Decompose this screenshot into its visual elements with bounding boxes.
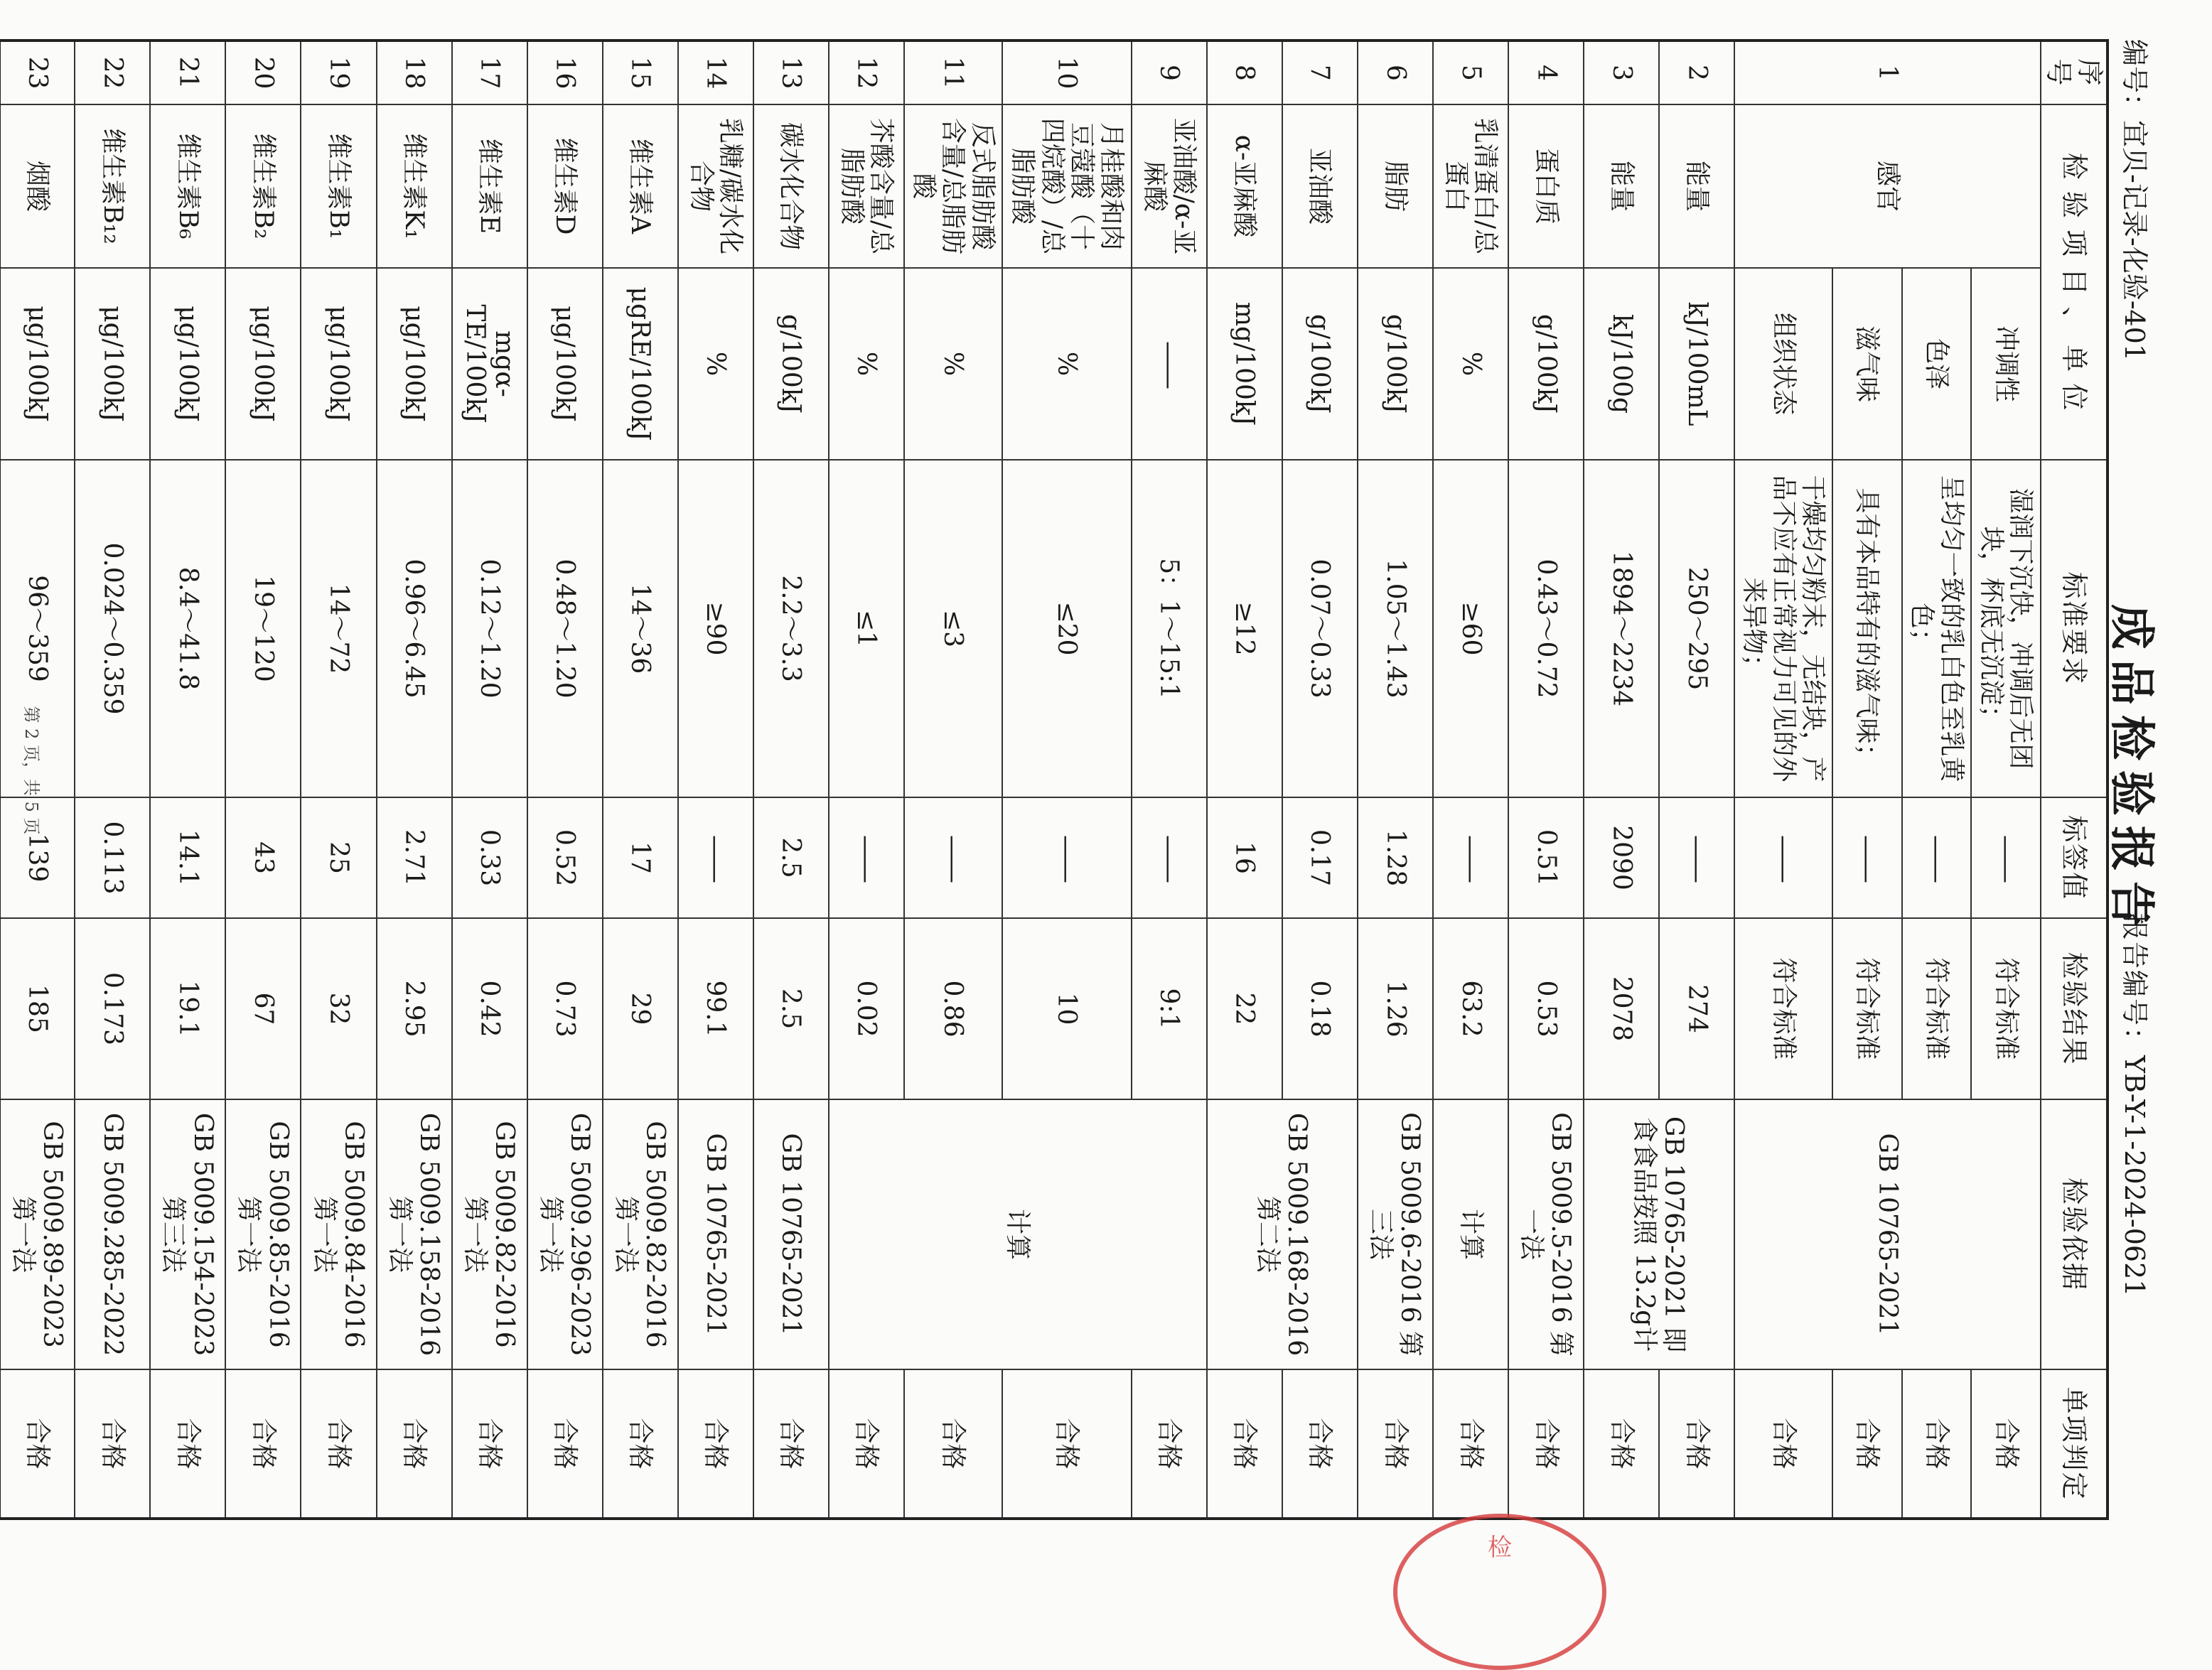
table-row — [377, 41, 452, 1519]
row-item: 碳水化合物 — [753, 104, 829, 268]
row-verdict: 合格 — [1832, 1369, 1902, 1519]
row-requirement: ≥90 — [678, 460, 753, 797]
row-result: 0.53 — [1508, 918, 1584, 1099]
row-subitem: 滋气味 — [1832, 268, 1902, 460]
row-label-value: —— — [1433, 797, 1508, 918]
row-verdict: 合格 — [1902, 1369, 1972, 1519]
row-unit: —— — [1132, 268, 1207, 460]
row-result: 2078 — [1584, 918, 1659, 1099]
row-requirement: ≤3 — [904, 460, 1002, 797]
row-verdict: 合格 — [527, 1369, 603, 1519]
row-result: 2.95 — [377, 918, 452, 1099]
row-requirement: 14～72 — [301, 460, 377, 797]
row-requirement: 湿润下沉快，冲调后无团块，杯底无沉淀； — [1971, 460, 2041, 797]
row-verdict: 合格 — [377, 1369, 452, 1519]
row-verdict: 合格 — [0, 1369, 75, 1519]
row-unit: kJ/100mL — [1659, 268, 1734, 460]
row-basis: GB 10765-2021 — [753, 1099, 829, 1369]
row-label-value: 2090 — [1584, 797, 1659, 918]
row-seq: 14 — [678, 41, 753, 104]
row-verdict: 合格 — [1002, 1369, 1132, 1519]
table-row — [603, 41, 678, 1519]
row-verdict: 合格 — [452, 1369, 527, 1519]
row-requirement: 1.05～1.43 — [1358, 460, 1433, 797]
row-result: 符合标准 — [1832, 918, 1902, 1099]
row-result: 符合标准 — [1902, 918, 1972, 1099]
row-basis: GB 5009.158-2016 第一法 — [377, 1099, 452, 1369]
row-seq: 20 — [225, 41, 301, 104]
row-item: 维生素A — [603, 104, 678, 268]
row-label-value: —— — [1002, 797, 1132, 918]
row-requirement: 0.024～0.359 — [75, 460, 150, 797]
row-verdict: 合格 — [678, 1369, 753, 1519]
row-unit: % — [904, 268, 1002, 460]
header-verdict: 单项判定 — [2041, 1369, 2108, 1519]
row-verdict: 合格 — [225, 1369, 301, 1519]
row-requirement: 具有本品特有的滋气味； — [1832, 460, 1902, 797]
row-label-value: 0.17 — [1282, 797, 1358, 918]
row-unit: g/100kJ — [753, 268, 829, 460]
row-verdict: 合格 — [829, 1369, 904, 1519]
row-basis: 计算 — [829, 1099, 1207, 1369]
row-basis: GB 5009.168-2016 第二法 — [1207, 1099, 1358, 1369]
row-seq: 19 — [301, 41, 377, 104]
row-result: 29 — [603, 918, 678, 1099]
row-basis: GB 5009.82-2016 第一法 — [452, 1099, 527, 1369]
row-basis: 计算 — [1433, 1099, 1508, 1369]
row-seq: 7 — [1282, 41, 1358, 104]
row-item: 脂肪 — [1358, 104, 1433, 268]
header-row — [2041, 41, 2108, 1519]
row-label-value: 2.71 — [377, 797, 452, 918]
row-item: 维生素B₁ — [301, 104, 377, 268]
row-seq: 5 — [1433, 41, 1508, 104]
record-code — [2117, 39, 2157, 361]
report-number-label: 报告编号： — [2119, 913, 2150, 1056]
row-verdict: 合格 — [1584, 1369, 1659, 1519]
row-seq: 2 — [1659, 41, 1734, 104]
row-verdict: 合格 — [753, 1369, 829, 1519]
row-requirement: ≤1 — [829, 460, 904, 797]
row-item: α-亚麻酸 — [1207, 104, 1282, 268]
row-item: 反式脂肪酸含量/总脂肪酸 — [904, 104, 1002, 268]
row-result: 32 — [301, 918, 377, 1099]
table-row — [1433, 41, 1508, 1519]
row-label-value: 1.28 — [1358, 797, 1433, 918]
row-label-value: 43 — [225, 797, 301, 918]
table-row — [1508, 41, 1584, 1519]
table-row — [1282, 41, 1358, 1519]
row-requirement: 0.96～6.45 — [377, 460, 452, 797]
row-result: 67 — [225, 918, 301, 1099]
row-unit: % — [1433, 268, 1508, 460]
row-item: 蛋白质 — [1508, 104, 1584, 268]
row-requirement: ≥12 — [1207, 460, 1282, 797]
row-result: 0.02 — [829, 918, 904, 1099]
row-requirement: 0.07～0.33 — [1282, 460, 1358, 797]
row-basis: GB 5009.84-2016 第一法 — [301, 1099, 377, 1369]
row-subitem: 冲调性 — [1971, 268, 2041, 460]
row-verdict: 合格 — [75, 1369, 150, 1519]
row-result: 2.5 — [753, 918, 829, 1099]
row-unit: μg/100kJ — [377, 268, 452, 460]
row-label-value: —— — [1832, 797, 1902, 918]
row-requirement: 1894～2234 — [1584, 460, 1659, 797]
row-label-value: 25 — [301, 797, 377, 918]
table-row — [1132, 41, 1207, 1519]
inspection-stamp — [1393, 1514, 1606, 1670]
inspection-table — [0, 39, 2109, 1520]
table-row — [75, 41, 150, 1519]
row-label-value: —— — [1659, 797, 1734, 918]
row-basis: GB 5009.6-2016 第三法 — [1358, 1099, 1433, 1369]
row-requirement: 0.43～0.72 — [1508, 460, 1584, 797]
row-item: 芥酸含量/总脂肪酸 — [829, 104, 904, 268]
record-code-label: 编号： — [2119, 39, 2150, 121]
row-item: 能量 — [1584, 104, 1659, 268]
row-result: 符合标准 — [1734, 918, 1832, 1099]
row-seq: 8 — [1207, 41, 1282, 104]
table-row — [527, 41, 603, 1519]
table-row — [1659, 41, 1734, 1519]
stamp-text: 检 — [1488, 1534, 1512, 1562]
row-label-value: —— — [678, 797, 753, 918]
row-label-value: 16 — [1207, 797, 1282, 918]
row-result: 0.42 — [452, 918, 527, 1099]
row-verdict: 合格 — [150, 1369, 225, 1519]
row-seq: 15 — [603, 41, 678, 104]
row-requirement: 2.2～3.3 — [753, 460, 829, 797]
row-item: 月桂酸和肉豆蔻酸（十四烷酸）/总脂肪酸 — [1002, 104, 1132, 268]
record-code-value: 宜贝-记录-化验-401 — [2119, 120, 2150, 362]
row-result: 0.86 — [904, 918, 1002, 1099]
row-unit: μg/100kJ — [527, 268, 603, 460]
row-result: 9:1 — [1132, 918, 1207, 1099]
header-result: 检验结果 — [2041, 918, 2108, 1099]
row-verdict: 合格 — [1433, 1369, 1508, 1519]
row-result: 符合标准 — [1971, 918, 2041, 1099]
row-label-value: 2.5 — [753, 797, 829, 918]
row-label-value: 0.52 — [527, 797, 603, 918]
row-requirement: 96～359 — [0, 460, 75, 797]
row-basis: GB 5009.285-2022 — [75, 1099, 150, 1369]
row-basis: GB 10765-2021 即食食品按照 13.2g计 — [1584, 1099, 1734, 1369]
row-label-value: —— — [829, 797, 904, 918]
row-seq: 9 — [1132, 41, 1207, 104]
header-seq: 序号 — [2041, 41, 2108, 104]
row-basis: GB 5009.82-2016 第一法 — [603, 1099, 678, 1369]
table-row — [225, 41, 301, 1519]
row-basis: GB 5009.154-2023 第三法 — [150, 1099, 225, 1369]
row-label-value: 139 — [0, 797, 75, 918]
row-item: 维生素B₆ — [150, 104, 225, 268]
row-basis: GB 5009.5-2016 第一法 — [1508, 1099, 1584, 1369]
row-unit: kJ/100g — [1584, 268, 1659, 460]
row-requirement: 8.4～41.8 — [150, 460, 225, 797]
row-requirement: 干燥均匀粉末，无结块，产品不应有正常视力可见的外来异物； — [1734, 460, 1832, 797]
row-label-value: —— — [1902, 797, 1972, 918]
row-result: 0.18 — [1282, 918, 1358, 1099]
row-item: 能量 — [1659, 104, 1734, 268]
row-item: 乳清蛋白/总蛋白 — [1433, 104, 1508, 268]
row-item: 亚油酸 — [1282, 104, 1358, 268]
row-seq: 12 — [829, 41, 904, 104]
row-result: 22 — [1207, 918, 1282, 1099]
row-verdict: 合格 — [1358, 1369, 1433, 1519]
row-unit: % — [829, 268, 904, 460]
row-requirement: 0.48～1.20 — [527, 460, 603, 797]
row-seq: 21 — [150, 41, 225, 104]
row-item: 维生素D — [527, 104, 603, 268]
table-row — [150, 41, 225, 1519]
table-row — [1971, 41, 2041, 1519]
header-requirement: 标准要求 — [2041, 460, 2108, 797]
row-seq: 1 — [1734, 41, 2041, 104]
row-result: 19.1 — [150, 918, 225, 1099]
row-requirement: ≥60 — [1433, 460, 1508, 797]
row-item: 维生素B₁₂ — [75, 104, 150, 268]
row-result: 274 — [1659, 918, 1734, 1099]
row-seq: 18 — [377, 41, 452, 104]
row-unit: g/100kJ — [1508, 268, 1584, 460]
row-result: 0.173 — [75, 918, 150, 1099]
row-requirement: 14～36 — [603, 460, 678, 797]
row-unit: % — [678, 268, 753, 460]
table-row — [301, 41, 377, 1519]
header-basis: 检验依据 — [2041, 1099, 2108, 1369]
row-requirement: ≤20 — [1002, 460, 1132, 797]
row-requirement: 呈均匀一致的乳白色至乳黄色； — [1902, 460, 1972, 797]
row-verdict: 合格 — [1508, 1369, 1584, 1519]
row-result: 0.73 — [527, 918, 603, 1099]
row-verdict: 合格 — [1971, 1369, 2041, 1519]
row-label-value: 0.51 — [1508, 797, 1584, 918]
row-unit: μgRE/100kJ — [603, 268, 678, 460]
page-number: 第 2 页，共 5 页 — [21, 706, 41, 835]
row-requirement: 19～120 — [225, 460, 301, 797]
row-result: 99.1 — [678, 918, 753, 1099]
row-result: 10 — [1002, 918, 1132, 1099]
row-label-value: 17 — [603, 797, 678, 918]
header-item: 检 验 项 目 、 单 位 — [2041, 104, 2108, 460]
report-title: 成品检验报告 — [2105, 604, 2158, 937]
row-item: 维生素E — [452, 104, 527, 268]
row-unit: μg/100kJ — [301, 268, 377, 460]
row-requirement: 0.12～1.20 — [452, 460, 527, 797]
row-unit: g/100kJ — [1358, 268, 1433, 460]
row-verdict: 合格 — [904, 1369, 1002, 1519]
row-unit: μg/100kJ — [75, 268, 150, 460]
row-unit: g/100kJ — [1282, 268, 1358, 460]
row-verdict: 合格 — [1659, 1369, 1734, 1519]
row-basis: GB 10765-2021 — [1734, 1099, 2041, 1369]
table-row — [452, 41, 527, 1519]
row-subitem: 色泽 — [1902, 268, 1972, 460]
row-unit: μg/100kJ — [150, 268, 225, 460]
row-item: 烟酸 — [0, 104, 75, 268]
row-item: 感官 — [1734, 104, 2041, 268]
row-label-value: 0.113 — [75, 797, 150, 918]
row-unit: μg/100kJ — [0, 268, 75, 460]
row-verdict: 合格 — [603, 1369, 678, 1519]
row-label-value: 0.33 — [452, 797, 527, 918]
row-item: 维生素B₂ — [225, 104, 301, 268]
row-label-value: —— — [904, 797, 1002, 918]
row-item: 亚油酸/α-亚麻酸 — [1132, 104, 1207, 268]
row-item: 维生素K₁ — [377, 104, 452, 268]
row-seq: 4 — [1508, 41, 1584, 104]
row-seq: 16 — [527, 41, 603, 104]
row-seq: 22 — [75, 41, 150, 104]
row-basis: GB 5009.296-2023 第一法 — [527, 1099, 603, 1369]
row-result: 185 — [0, 918, 75, 1099]
row-label-value: —— — [1132, 797, 1207, 918]
row-basis: GB 5009.85-2016 第一法 — [225, 1099, 301, 1369]
row-label-value: 14.1 — [150, 797, 225, 918]
report-number — [2117, 913, 2157, 1296]
row-seq: 6 — [1358, 41, 1433, 104]
row-label-value: —— — [1734, 797, 1832, 918]
row-seq: 3 — [1584, 41, 1659, 104]
row-result: 1.26 — [1358, 918, 1433, 1099]
row-verdict: 合格 — [1734, 1369, 1832, 1519]
row-unit: mgα-TE/100kJ — [452, 268, 527, 460]
row-item: 乳糖/碳水化合物 — [678, 104, 753, 268]
row-seq: 17 — [452, 41, 527, 104]
row-unit: % — [1002, 268, 1132, 460]
table-row — [1358, 41, 1433, 1519]
header-label-value: 标签值 — [2041, 797, 2108, 918]
row-unit: mg/100kJ — [1207, 268, 1282, 460]
row-requirement: 5：1～15:1 — [1132, 460, 1207, 797]
row-requirement: 250～295 — [1659, 460, 1734, 797]
row-verdict: 合格 — [1282, 1369, 1358, 1519]
row-basis: GB 5009.89-2023 第一法 — [0, 1099, 75, 1369]
table-row — [678, 41, 753, 1519]
row-verdict: 合格 — [1132, 1369, 1207, 1519]
row-label-value: —— — [1971, 797, 2041, 918]
row-seq: 23 — [0, 41, 75, 104]
row-subitem: 组织状态 — [1734, 268, 1832, 460]
row-basis: GB 10765-2021 — [678, 1099, 753, 1369]
row-seq: 10 — [1002, 41, 1132, 104]
row-verdict: 合格 — [1207, 1369, 1282, 1519]
report-number-value: YB-Y-1-2024-0621 — [2119, 1055, 2150, 1297]
row-seq: 11 — [904, 41, 1002, 104]
row-verdict: 合格 — [301, 1369, 377, 1519]
row-seq: 13 — [753, 41, 829, 104]
table-row — [753, 41, 829, 1519]
row-result: 63.2 — [1433, 918, 1508, 1099]
row-unit: μg/100kJ — [225, 268, 301, 460]
